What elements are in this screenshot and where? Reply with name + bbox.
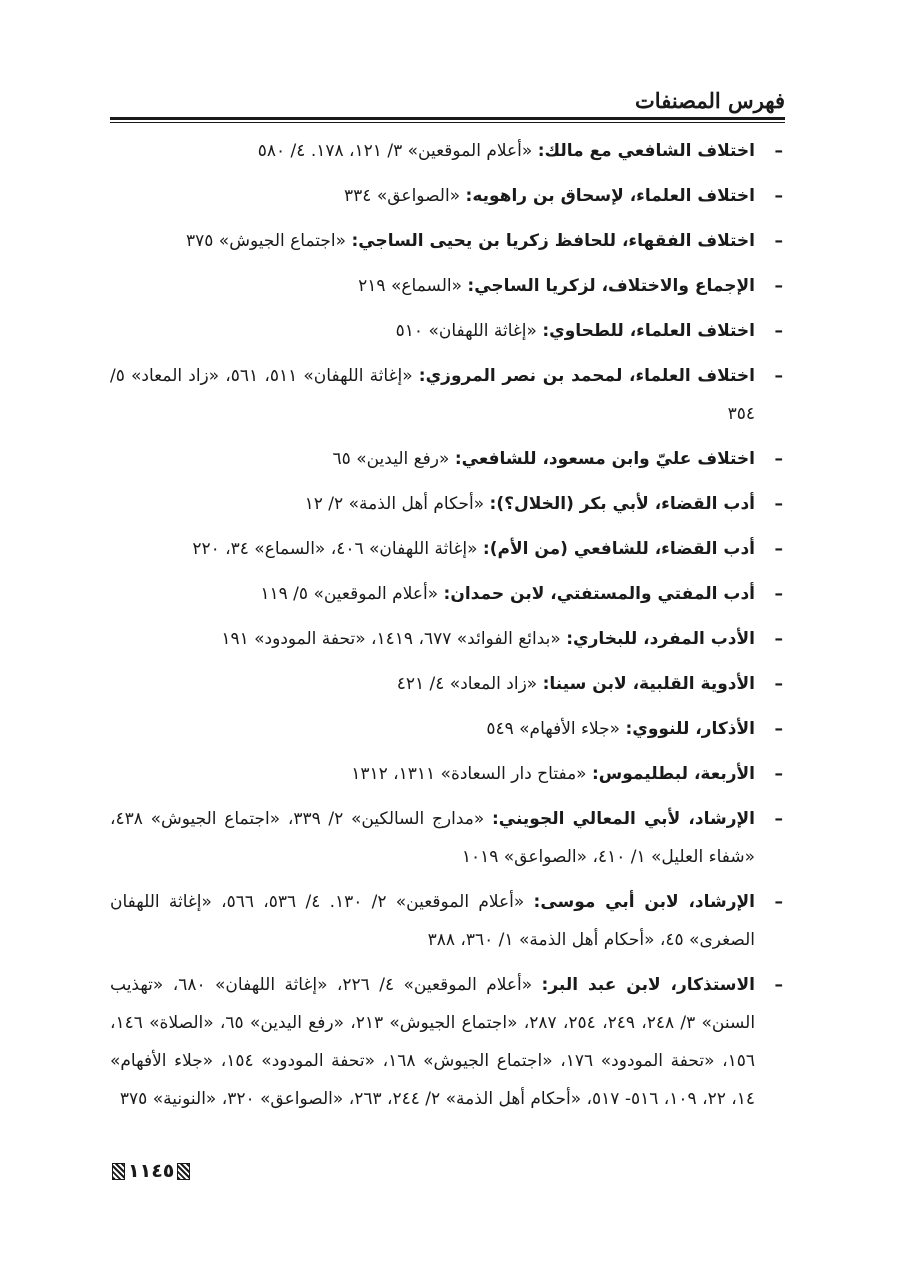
entry-dash: – <box>774 449 783 469</box>
entry-references: «أعلام الموقعين» ٤/ ٢٢٦، «إغاثة اللهفان» ٦٨٠، «تهذيب السنن» ٣/ ٢٤٨، ٢٤٩، ٢٥٤، ٢٨٧، «اجتماع الجيوش» ٢١٣، «رفع اليدين» ٦٥، «الصلاة» ١٤٦، ١٥٦، «تحفة المودود» ١٧٦، «اجتماع الجيوش» ١٦٨، «تحفة المودود» ١٥٤، «جلاء الأفهام» ١٤، ٢٢، ١٠٩، ٥١٦- ٥١٧، «أحكام أهل الذمة» ٢/ ٢٤٤، ٢٦٣، «الصواعق» ٣٢٠، «النونية» ٣٧٥ <box>110 975 756 1109</box>
page-title: فهرس المصنفات <box>635 88 785 113</box>
entry-references: «أعلام الموقعين» ٣/ ١٢١، ١٧٨. ٤/ ٥٨٠ <box>257 141 533 161</box>
index-entry <box>110 710 785 748</box>
entry-dash: – <box>774 494 783 514</box>
entry-title: الأدوية القلبية، لابن سينا: <box>542 674 755 694</box>
entry-references: «أحكام أهل الذمة» ٢/ ١٢ <box>304 494 485 514</box>
entry-dash: – <box>774 584 783 604</box>
entry-title: اختلاف العلماء، لإسحاق بن راهويه: <box>465 186 755 206</box>
index-entry <box>110 177 785 215</box>
entry-dash: – <box>774 141 783 161</box>
entry-title: اختلاف العلماء، للطحاوي: <box>542 321 755 341</box>
index-entry <box>110 755 785 793</box>
index-entry <box>110 575 785 613</box>
ornament-left-icon <box>112 1163 125 1180</box>
entry-references: «الصواعق» ٣٣٤ <box>344 186 461 206</box>
entry-title: الأدب المفرد، للبخاري: <box>566 629 755 649</box>
entry-title: اختلاف الفقهاء، للحافظ زكريا بن يحيى الساجي: <box>351 231 755 251</box>
entry-title: الأربعة، لبطليموس: <box>591 764 755 784</box>
ornament-right-icon <box>177 1163 190 1180</box>
entry-title: اختلاف العلماء، لمحمد بن نصر المروزي: <box>418 366 756 386</box>
entry-references: «جلاء الأفهام» ٥٤٩ <box>486 719 621 739</box>
entry-references: «إغاثة اللهفان» ٤٠٦، «السماع» ٣٤، ٢٢٠ <box>192 539 478 559</box>
entry-references: «اجتماع الجيوش» ٣٧٥ <box>185 231 347 251</box>
index-entry <box>110 440 785 478</box>
entry-dash: – <box>774 629 783 649</box>
entry-references: «مدارج السالكين» ٢/ ٣٣٩، «اجتماع الجيوش» ٤٣٨، «شفاء العليل» ١/ ٤١٠، «الصواعق» ١٠١٩ <box>110 809 755 867</box>
entry-title: الإجماع والاختلاف، لزكريا الساجي: <box>467 276 755 296</box>
entry-title: أدب القضاء، لأبي بكر (الخلال؟): <box>489 494 755 514</box>
entry-title: اختلاف عليّ وابن مسعود، للشافعي: <box>454 449 755 469</box>
entry-dash: – <box>774 539 783 559</box>
index-entry <box>110 620 785 658</box>
entry-title: أدب القضاء، للشافعي (من الأم): <box>482 539 755 559</box>
entry-references: «رفع اليدين» ٦٥ <box>332 449 450 469</box>
index-entry <box>110 222 785 260</box>
index-entry <box>110 530 785 568</box>
index-entry <box>110 800 785 876</box>
page-number-footer <box>112 1160 190 1182</box>
entry-title: الإرشاد، لأبي المعالي الجويني: <box>491 809 755 829</box>
entry-references: «السماع» ٢١٩ <box>358 276 463 296</box>
index-entry <box>110 883 785 959</box>
entry-references: «زاد المعاد» ٤/ ٤٢١ <box>396 674 538 694</box>
entry-references: «إغاثة اللهفان» ٥١١، ٥٦١، «زاد المعاد» ٥/ ٣٥٤ <box>110 366 755 424</box>
entry-dash: – <box>774 975 783 995</box>
entry-dash: – <box>774 321 783 341</box>
index-entry <box>110 966 785 1118</box>
entry-references: «أعلام الموقعين» ٢/ ١٣٠. ٤/ ٥٣٦، ٥٦٦، «إغاثة اللهفان الصغرى» ٤٥، «أحكام أهل الذمة» ١/ ٣٦٠، ٣٨٨ <box>110 892 755 950</box>
entry-title: اختلاف الشافعي مع مالك: <box>537 141 755 161</box>
index-entry <box>110 312 785 350</box>
entry-dash: – <box>774 231 783 251</box>
entry-dash: – <box>774 276 783 296</box>
running-header <box>110 80 785 120</box>
entry-dash: – <box>774 186 783 206</box>
index-entry <box>110 357 785 433</box>
entry-title: الأذكار، للنووي: <box>625 719 755 739</box>
page-number: ١١٤٥ <box>128 1160 175 1182</box>
index-entry <box>110 665 785 703</box>
header-rule-thick <box>110 117 785 120</box>
entry-dash: – <box>774 809 783 829</box>
entry-dash: – <box>774 366 783 386</box>
index-entry <box>110 267 785 305</box>
entry-references: «بدائع الفوائد» ٦٧٧، ١٤١٩، «تحفة المودود» ١٩١ <box>221 629 561 649</box>
entry-title: أدب المفتي والمستفتي، لابن حمدان: <box>443 584 755 604</box>
entry-dash: – <box>774 764 783 784</box>
index-entry <box>110 485 785 523</box>
entry-title: الاستذكار، لابن عبد البر: <box>541 975 756 995</box>
header-rule-thin <box>110 122 785 123</box>
entry-title: الإرشاد، لابن أبي موسى: <box>533 892 756 912</box>
entry-dash: – <box>774 674 783 694</box>
entry-references: «إغاثة اللهفان» ٥١٠ <box>395 321 537 341</box>
entry-dash: – <box>774 719 783 739</box>
entry-dash: – <box>774 892 783 912</box>
index-entries <box>110 132 785 1125</box>
document-page <box>110 80 785 1200</box>
entry-references: «أعلام الموقعين» ٥/ ١١٩ <box>260 584 439 604</box>
index-entry <box>110 132 785 170</box>
entry-references: «مفتاح دار السعادة» ١٣١١، ١٣١٢ <box>351 764 587 784</box>
